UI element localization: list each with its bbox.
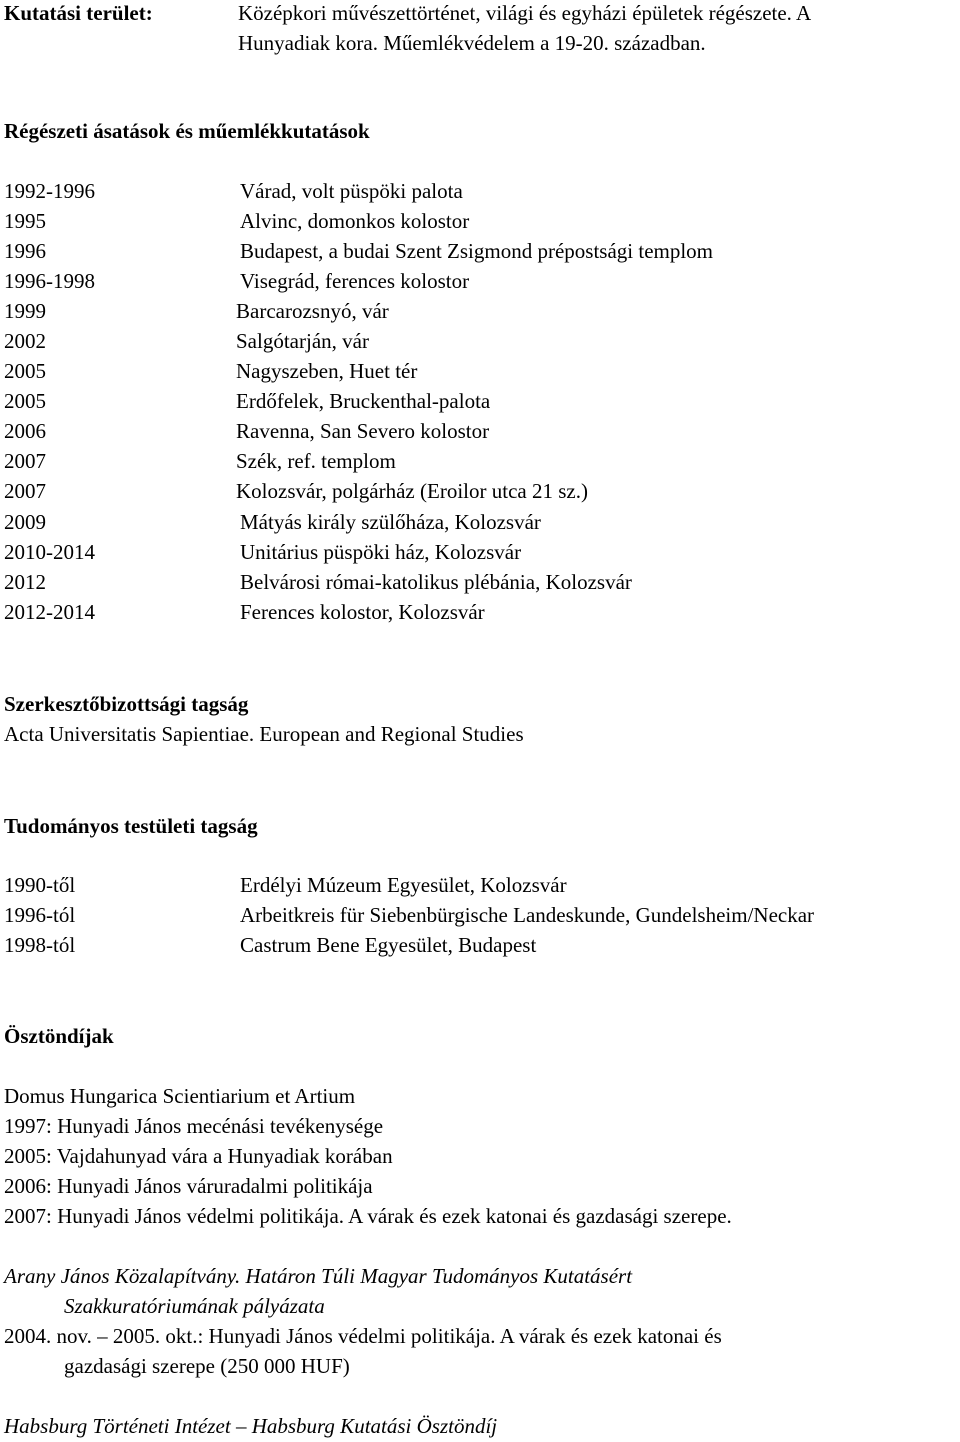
excavation-place: Mátyás király szülőháza, Kolozsvár	[240, 510, 541, 534]
domus-item: 2006: Hunyadi János váruradalmi politikája	[4, 1174, 373, 1198]
arany-entry-line-2: gazdasági szerepe (250 000 HUF)	[64, 1354, 350, 1378]
excavation-years: 2002	[4, 329, 46, 353]
membership-row	[4, 930, 954, 960]
research-line-1: Középkori művészettörténet, világi és egyházi épületek régészete. A	[238, 1, 812, 25]
excavation-years: 1992-1996	[4, 179, 95, 203]
excavation-row	[4, 567, 954, 597]
excavation-place: Szék, ref. templom	[236, 449, 396, 473]
excavation-years: 2012-2014	[4, 600, 95, 624]
excavation-years: 1996-1998	[4, 269, 95, 293]
excavation-place: Budapest, a budai Szent Zsigmond prépostsági templom	[240, 239, 714, 263]
excavation-row	[4, 176, 954, 206]
editorial-text: Acta Universitatis Sapientiae. European and Regional Studies	[4, 722, 524, 746]
excavation-row	[4, 537, 954, 567]
excavation-row	[4, 507, 954, 537]
editorial-heading: Szerkesztőbizottsági tagság	[4, 692, 249, 716]
excavation-place: Várad, volt püspöki palota	[240, 179, 463, 203]
excavation-place: Salgótarján, vár	[236, 329, 369, 353]
arany-title-line-1: Arany János Közalapítvány. Határon Túli Magyar Tudományos Kutatásért	[4, 1264, 633, 1288]
excavation-years: 2007	[4, 479, 46, 503]
excavation-row	[4, 476, 954, 506]
habsburg-title: Habsburg Történeti Intézet – Habsburg Kutatási Ösztöndíj	[4, 1414, 498, 1438]
domus-item: 1997: Hunyadi János mecénási tevékenysége	[4, 1114, 384, 1138]
membership-years: 1998-tól	[4, 933, 76, 957]
excavation-years: 2005	[4, 389, 46, 413]
domus-title: Domus Hungarica Scientiarium et Artium	[4, 1084, 356, 1108]
membership-heading: Tudományos testületi tagság	[4, 814, 258, 838]
excavation-years: 2010-2014	[4, 540, 95, 564]
excavation-place: Belvárosi római-katolikus plébánia, Kolozsvár	[240, 570, 632, 594]
excavation-row	[4, 386, 954, 416]
membership-years: 1990-től	[4, 873, 76, 897]
excavation-row	[4, 416, 954, 446]
research-line-2: Hunyadiak kora. Műemlékvédelem a 19-20. században.	[238, 31, 706, 55]
excavation-place: Unitárius püspöki ház, Kolozsvár	[240, 540, 522, 564]
excavation-place: Barcarozsnyó, vár	[236, 299, 389, 323]
excavation-years: 2005	[4, 359, 46, 383]
arany-title-line-2: Szakkuratóriumának pályázata	[64, 1294, 325, 1318]
excavation-row	[4, 597, 954, 627]
excavation-row	[4, 356, 954, 386]
domus-item: 2007: Hunyadi János védelmi politikája. A várak és ezek katonai és gazdasági szerepe.	[4, 1204, 732, 1228]
excavation-row	[4, 236, 954, 266]
excavation-years: 2012	[4, 570, 46, 594]
membership-row	[4, 870, 954, 900]
excavation-place: Nagyszeben, Huet tér	[236, 359, 418, 383]
excavation-row	[4, 326, 954, 356]
excavations-heading: Régészeti ásatások és műemlékkutatások	[4, 119, 370, 143]
membership-org: Erdélyi Múzeum Egyesület, Kolozsvár	[240, 873, 567, 897]
membership-years: 1996-tól	[4, 903, 76, 927]
excavation-years: 2006	[4, 419, 46, 443]
domus-item: 2005: Vajdahunyad vára a Hunyadiak korában	[4, 1144, 393, 1168]
excavation-row	[4, 446, 954, 476]
research-label: Kutatási terület:	[4, 1, 153, 25]
excavation-years: 2007	[4, 449, 46, 473]
excavation-place: Alvinc, domonkos kolostor	[240, 209, 470, 233]
scholarships-heading: Ösztöndíjak	[4, 1024, 114, 1048]
excavation-row	[4, 266, 954, 296]
excavation-years: 1999	[4, 299, 46, 323]
membership-org: Arbeitkreis für Siebenbürgische Landeskunde, Gundelsheim/Neckar	[240, 903, 815, 927]
arany-entry-line-1: 2004. nov. – 2005. okt.: Hunyadi János védelmi politikája. A várak és ezek katonai és	[4, 1324, 722, 1348]
excavation-place: Ferences kolostor, Kolozsvár	[240, 600, 485, 624]
excavation-years: 1995	[4, 209, 46, 233]
excavation-row	[4, 296, 954, 326]
excavation-place: Ravenna, San Severo kolostor	[236, 419, 490, 443]
excavation-years: 2009	[4, 510, 46, 534]
excavation-row	[4, 206, 954, 236]
membership-org: Castrum Bene Egyesület, Budapest	[240, 933, 537, 957]
excavation-place: Kolozsvár, polgárház (Eroilor utca 21 sz.)	[236, 479, 588, 503]
excavation-place: Erdőfelek, Bruckenthal-palota	[236, 389, 491, 413]
membership-row	[4, 900, 954, 930]
excavation-years: 1996	[4, 239, 46, 263]
excavation-place: Visegrád, ferences kolostor	[240, 269, 470, 293]
